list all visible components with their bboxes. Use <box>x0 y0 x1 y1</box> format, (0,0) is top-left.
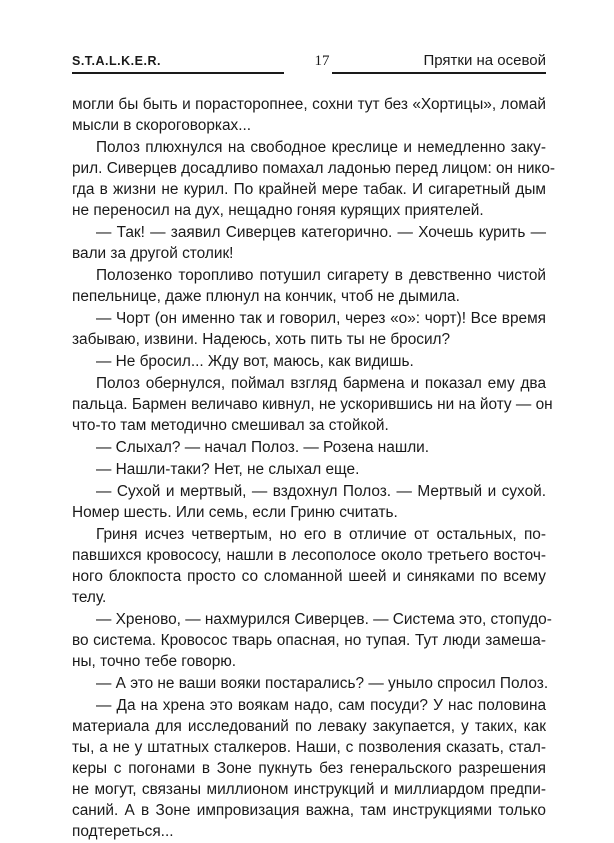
text-line: мысли в скороговорках... <box>72 117 252 134</box>
text-line: могли бы быть и порасторопнее, сохни тут без «Хортицы», ломай <box>72 96 546 113</box>
text-line: саний. А в Зоне импровизация важна, там инструкциями только <box>72 802 546 819</box>
text-line: — А это не ваши вояки постарались? — уныло спросил Полоз. <box>96 675 549 692</box>
text-line: материала для исследований по леваку закупается, у таких, как <box>72 718 546 735</box>
text-line: — Так! — заявил Сиверцев категорично. — Хочешь курить — <box>96 224 546 241</box>
paragraph <box>72 222 546 264</box>
paragraph <box>72 673 549 694</box>
text-line: что-то там методично смешивал за стойкой. <box>72 417 389 434</box>
text-line: ны, точно тебе говорю. <box>72 653 237 670</box>
body-text <box>72 94 556 843</box>
paragraph <box>72 308 546 350</box>
header-rule-right <box>332 72 546 74</box>
paragraph <box>72 609 552 672</box>
text-line: гда в жизни не курил. По крайней мере табак. И сигаретный дым <box>72 181 546 198</box>
text-line: керы с погонами в Зоне пукнуть без генеральского разрешения <box>72 760 546 777</box>
text-line: — Сухой и мертвый, — вздохнул Полоз. — Мертвый и сухой. <box>96 483 546 500</box>
paragraph <box>72 373 553 436</box>
paragraph <box>72 437 546 458</box>
paragraph <box>72 481 546 523</box>
text-line: пепельнице, даже плюнул на кончик, чтоб не дымила. <box>72 288 460 305</box>
paragraph <box>72 94 546 136</box>
paragraph <box>72 137 556 221</box>
text-line: забываю, извини. Надеюсь, хоть пить ты не бросил? <box>72 331 451 348</box>
text-line: — Нашли-таки? Нет, не слыхал еще. <box>96 461 360 478</box>
running-header <box>72 50 546 76</box>
chapter-title: Прятки на осевой <box>423 52 546 69</box>
text-line: — Слыхал? — начал Полоз. — Розена нашли. <box>96 439 430 456</box>
text-line: ты, а не у штатных сталкеров. Наши, с позволения сказать, стал- <box>72 739 546 756</box>
text-line: пальца. Бармен величаво кивнул, не ускорившись ни на йоту — он <box>72 396 553 413</box>
text-line: вали за другой столик! <box>72 245 234 262</box>
text-line: подтереться... <box>72 823 174 840</box>
text-line: Полозенко торопливо потушил сигарету в девственно чистой <box>96 267 546 284</box>
series-title: S.T.A.L.K.E.R. <box>72 54 161 68</box>
paragraph <box>72 695 546 842</box>
text-line: ного блокпоста просто со сломанной шеей и синяками по всему <box>72 568 546 585</box>
text-line: рил. Сиверцев досадливо помахал ладонью перед лицом: он нико- <box>72 160 556 177</box>
text-line: — Хреново, — нахмурился Сиверцев. — Система это, стопудо- <box>96 611 552 628</box>
text-line: не могут, связаны миллионом инструкций и миллиардом предпи- <box>72 781 546 798</box>
text-line: — Не бросил... Жду вот, маюсь, как видишь. <box>96 353 414 370</box>
header-rule-left <box>72 72 284 74</box>
page-number: 17 <box>314 53 330 69</box>
text-line: павшихся кровососу, нашли в лесополосе около третьего восточ- <box>72 547 546 564</box>
text-line: не переносил на дух, нещадно гоняя курящих приятелей. <box>72 202 484 219</box>
paragraph <box>72 459 546 480</box>
text-line: Полоз обернулся, поймал взгляд бармена и показал ему два <box>96 375 546 392</box>
paragraph <box>72 265 546 307</box>
paragraph <box>72 351 546 372</box>
text-line: во система. Кровосос тварь опасная, но тупая. Тут люди замеша- <box>72 632 546 649</box>
text-line: — Чорт (он именно так и говорил, через «о»: чорт)! Все время <box>96 310 546 327</box>
text-line: Номер шесть. Или семь, если Гриню считать. <box>72 504 398 521</box>
text-line: телу. <box>72 589 107 606</box>
paragraph <box>72 524 546 608</box>
text-line: Гриня исчез четвертым, но его в отличие от остальных, по- <box>96 526 546 543</box>
text-line: — Да на хрена это воякам надо, сам посуди? У нас половина <box>96 697 546 714</box>
text-line: Полоз плюхнулся на свободное креслице и немедленно заку- <box>96 139 546 156</box>
